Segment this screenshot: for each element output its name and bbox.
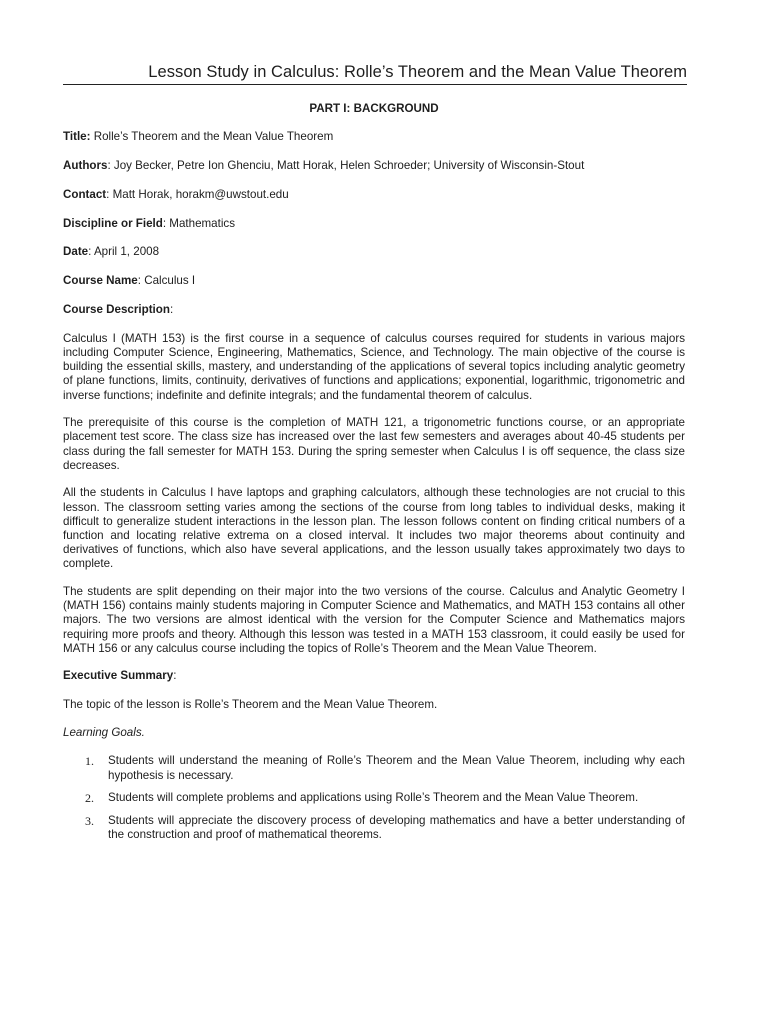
executive-summary-label: Executive Summary [63,669,174,683]
list-item-text: Students will complete problems and applications using Rolle’s Theorem and the Mean Value Theorem. [108,791,639,805]
field-course-description-label: Course Description [63,302,170,316]
list-item-number: 2. [85,791,94,806]
document-body [63,102,685,851]
field-course-name-label: Course Name [63,274,138,288]
field-course-name [63,274,685,288]
header-divider [63,84,687,85]
executive-summary-text: The topic of the lesson is Rolle’s Theorem and the Mean Value Theorem. [63,698,438,712]
field-title [63,130,685,144]
field-course-description [63,303,685,317]
running-header-title: Lesson Study in Calculus: Rolle’s Theorem and the Mean Value Theorem [148,63,687,81]
list-item-text: Students will understand the meaning of Rolle’s Theorem and the Mean Value Theorem, including why each hypothesis is necessary. [108,754,685,782]
list-item [63,791,685,805]
field-date-value: : April 1, 2008 [88,245,160,259]
field-contact-label: Contact [63,187,107,201]
field-discipline-value: : Mathematics [162,216,236,230]
paragraph-course-overview: Calculus I (MATH 153) is the first course in a sequence of calculus courses required for students in various majors including Computer Science, Engineering, Mathematics, Science, and Technology. The main objective of the course is building the essential skills, mastery, and understanding of the applications of several topics including analytic geometry of plane functions, limits, continuity, derivatives of functions and applications; exponential, logarithmic, trigonometric and inverse functions; indefinite and definite integrals; and the fundamental theorem of calculus. [63,331,685,402]
list-item-text: Students will appreciate the discovery process of developing mathematics and have a better understanding of the construction and proof of mathematical theorems. [108,814,685,842]
field-authors-value: : Joy Becker, Petre Ion Ghenciu, Matt Horak, Helen Schroeder; University of Wisconsin-Stout [107,159,585,172]
list-item-number: 1. [85,754,94,769]
field-discipline [63,217,685,231]
executive-summary-suffix: : [173,669,177,683]
field-course-description-value: : [169,302,174,316]
field-authors-label: Authors [63,159,108,172]
field-contact-value: : Matt Horak, horakm@uwstout.edu [106,187,289,201]
list-item [63,754,685,782]
field-date-label: Date [63,245,89,259]
part-heading: PART I: BACKGROUND [309,102,439,115]
field-discipline-label: Discipline or Field [63,216,163,230]
paragraph-technology: All the students in Calculus I have laptops and graphing calculators, although these technologies are not crucial to this lesson. The classroom setting varies among the sections of the course from long tables to individual desks, making it difficult to generalize student interactions in the lesson plan. The lesson follows content on finding critical numbers of a function and locating relative extrema on a closed interval. It includes two major theorems about continuity and derivatives of functions, which also have several applications, and the lesson usually takes approximately two days to complete. [63,486,685,571]
paragraph-prerequisite: The prerequisite of this course is the completion of MATH 121, a trigonometric functions course, or an appropriate placement test score. The class size has increased over the last few semesters and averages about 40-45 students per class during the fall semester for MATH 153. During the spring semester when Calculus I is off sequence, the class size decreases. [63,416,685,472]
field-title-label: Title: [63,130,91,144]
executive-summary-heading [63,669,685,683]
learning-goals-list [63,754,685,842]
field-title-value: Rolle’s Theorem and the Mean Value Theorem [90,130,334,144]
field-authors [63,159,685,173]
learning-goals-label: Learning Goals. [63,725,145,739]
field-course-name-value: : Calculus I [137,274,196,288]
field-date [63,245,685,259]
field-contact [63,188,685,202]
list-item [63,814,685,842]
paragraph-course-versions: The students are split depending on their major into the two versions of the course. Calculus and Analytic Geometry I (MATH 156) contains mainly students majoring in Computer Science and Mathematics, and MATH 153 contains all other majors. The two versions are almost identical with the version for the Computer Science and Mathematics majors requiring more proofs and theory. Although this lesson was tested in a MATH 153 classroom, it could easily be used for MATH 156 or any calculus course including the topics of Rolle’s Theorem and the Mean Value Theorem. [63,585,685,655]
list-item-number: 3. [85,814,94,829]
